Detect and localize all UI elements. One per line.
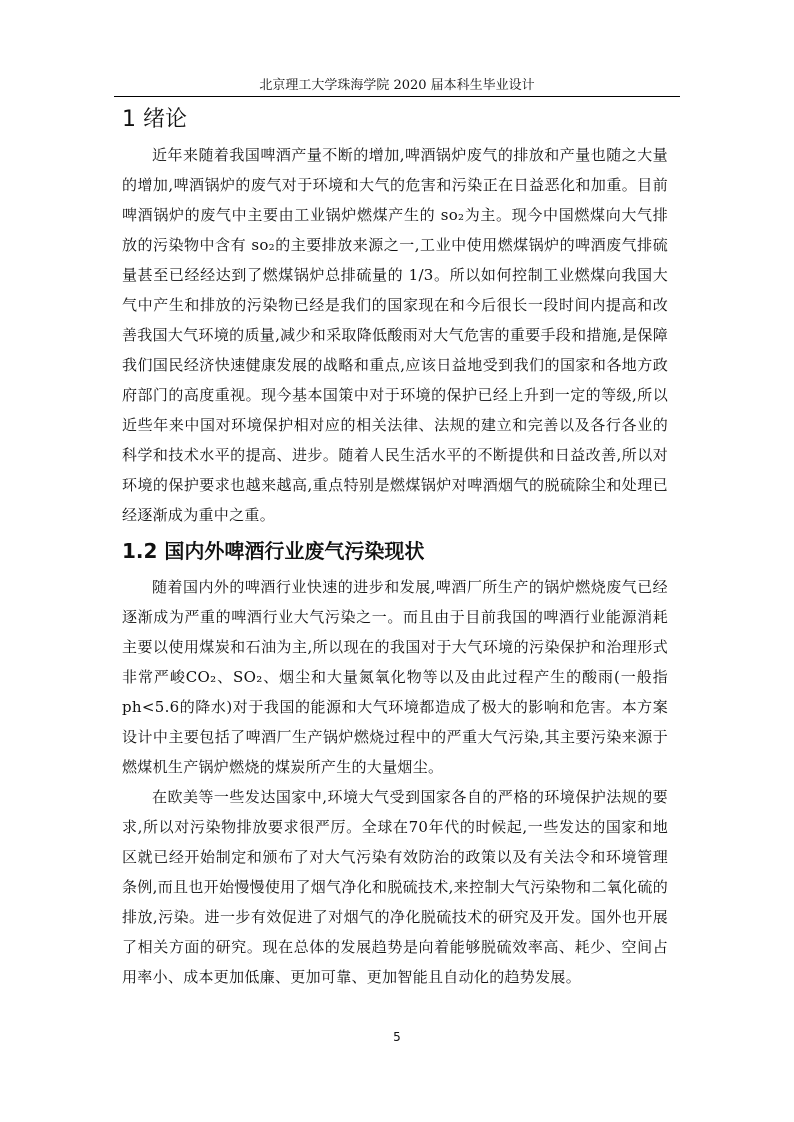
page-content	[122, 100, 668, 992]
section-1-2-paragraph-2: 在欧美等一些发达国家中,环境大气受到国家各自的严格的环境保护法规的要求,所以对污染物排放要求很严厉。全球在70年代的时候起,一些发达的国家和地区就已经开始制定和颁布了对大气污染有效防治的政策以及有关法令和环境管理条例,而且也开始慢慢使用了烟气净化和脱硫技术,来控制大气污染物和二氧化硫的排放,污染。进一步有效促进了对烟气的净化脱硫技术的研究及开发。国外也开展了相关方面的研究。现在总体的发展趋势是向着能够脱硫效率高、耗少、空间占用率小、成本更加低廉、更加可靠、更加智能且自动化的趋势发展。	[122, 788, 668, 986]
header-rule	[114, 96, 680, 97]
section-heading-1: 1 绪论	[122, 107, 187, 132]
page-number: 5	[393, 1030, 401, 1044]
running-header: 北京理工大学珠海学院 2020 届本科生毕业设计	[259, 78, 535, 93]
section-1-2-paragraph-1: 随着国内外的啤酒行业快速的进步和发展,啤酒厂所生产的锅炉燃烧废气已经逐渐成为严重的啤酒行业大气污染之一。而且由于目前我国的啤酒行业能源消耗主要以使用煤炭和石油为主,所以现在的我国对于大气环境的污染保护和治理形式非常严峻CO₂、SO₂、烟尘和大量氮氧化物等以及由此过程产生的酸雨(一般指ph<5.6的降水)对于我国的能源和大气环境都造成了极大的影响和危害。本方案设计中主要包括了啤酒厂生产锅炉燃烧过程中的严重大气污染,其主要污染来源于燃煤机生产锅炉燃烧的煤炭所产生的大量烟尘。	[122, 578, 668, 776]
section-1-paragraph-1: 近年来随着我国啤酒产量不断的增加,啤酒锅炉废气的排放和产量也随之大量的增加,啤酒锅炉的废气对于环境和大气的危害和污染正在日益恶化和加重。目前啤酒锅炉的废气中主要由工业锅炉燃煤产生的 so₂为主。现今中国燃煤向大气排放的污染物中含有 so₂的主要排放来源之一,工业中使用燃煤锅炉的啤酒废气排硫量甚至已经经达到了燃煤锅炉总排硫量的 1/3。所以如何控制工业燃煤向我国大气中产生和排放的污染物已经是我们的国家现在和今后很长一段时间内提高和改善我国大气环境的质量,减少和采取降低酸雨对大气危害的重要手段和措施,是保障我们国民经济快速健康发展的战略和重点,应该日益地受到我们的国家和各地方政府部门的高度重视。现今基本国策中对于环境的保护已经上升到一定的等级,所以近些年来中国对环境保护相对应的相关法律、法规的建立和完善以及各行各业的科学和技术水平的提高、进步。随着人民生活水平的不断提供和日益改善,所以对环境的保护要求也越来越高,重点特别是燃煤锅炉对啤酒烟气的脱硫除尘和处理已经逐渐成为重中之重。	[122, 146, 668, 524]
section-heading-1-2: 1.2 国内外啤酒行业废气污染现状	[122, 539, 425, 563]
